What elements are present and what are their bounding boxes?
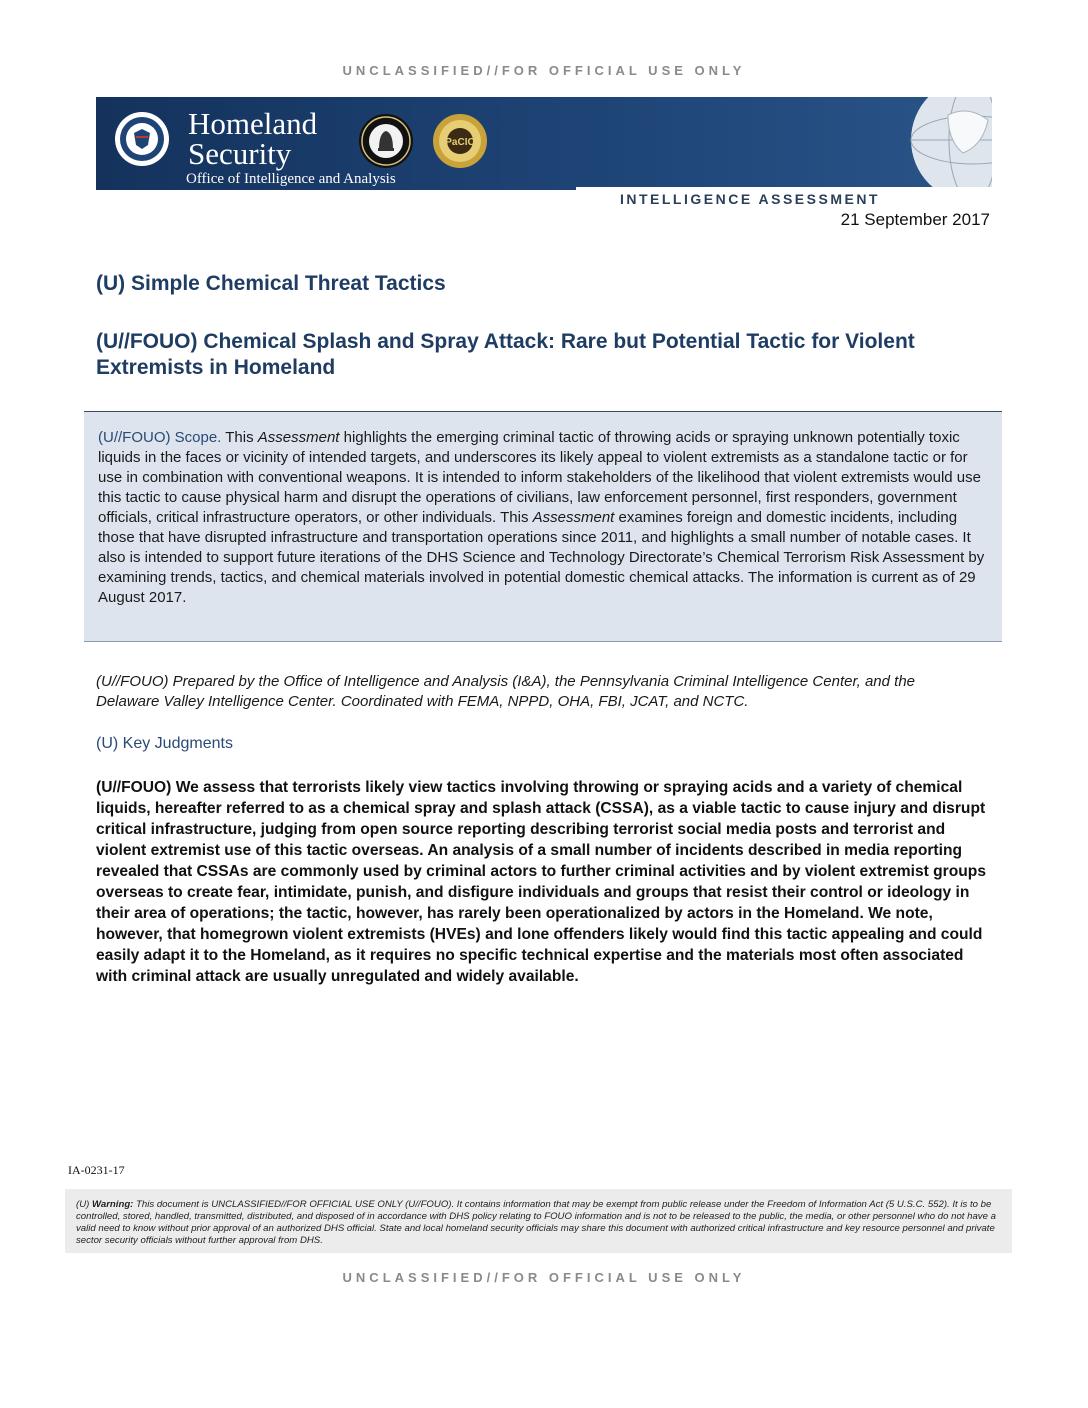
document-number: IA-0231-17 <box>68 1163 125 1177</box>
report-title: (U) Simple Chemical Threat Tactics <box>96 272 446 295</box>
scope-paragraph: (U//FOUO) Scope. This Assessment highlights the emerging criminal tactic of throwing acids or spraying unknown potentially toxic liquids in the faces or vicinity of intended targets, and underscores its likely appeal to violent extremists as a standalone tactic or for use in combination with conventional weapons. It is intended to inform stakeholders of the likelihood that violent extremists would use this tactic to cause physical harm and disrupt the operations of civilians, law enforcement personnel, first responders, government officials, critical infrastructure operators, or other individuals. This Assessment examines foreign and domestic incidents, including those that have disrupted infrastructure and transportation operations since 2011, and highlights a small number of notable cases. It also is intended to support future iterations of the DHS Science and Technology Directorate’s Chemical Terrorism Risk Assessment by examining trends, tactics, and chemical materials involved in potential domestic chemical attacks. The information is current as of 29 August 2017. <box>98 429 985 606</box>
liberty-bell-seal-icon <box>358 113 414 169</box>
header-banner <box>96 97 992 210</box>
pacic-seal-icon <box>432 113 488 169</box>
classification-marking-bottom: UNCLASSIFIED//FOR OFFICIAL USE ONLY <box>342 1270 746 1285</box>
key-judgments-heading: (U) Key Judgments <box>96 735 233 752</box>
classification-marking-top: UNCLASSIFIED//FOR OFFICIAL USE ONLY <box>342 63 746 78</box>
key-judgments-paragraph: (U//FOUO) We assess that terrorists likely view tactics involving throwing or spraying acids and a variety of chemical liquids, hereafter referred to as a chemical spray and splash attack (CSSA), as a viable tactic to cause injury and disrupt critical infrastructure, judging from open source reporting describing terrorist social media posts and terrorist and violent extremist use of this tactic overseas. An analysis of a small number of incidents described in media reporting revealed that CSSAs are commonly used by criminal actors to further criminal activities and by violent extremist groups overseas to create fear, intimidate, punish, and disfigure individuals and groups that resist their control or ideology in their area of operations; the tactic, however, has rarely been operationalized by actors in the Homeland. We note, however, that homegrown violent extremists (HVEs) and lone offenders likely would find this tactic appealing and could easily adapt it to the Homeland, as it requires no specific technical expertise and the materials most often associated with criminal attack are usually unregulated and widely available. <box>96 779 986 985</box>
product-type-label: INTELLIGENCE ASSESSMENT <box>619 191 880 207</box>
warning-label: Warning: <box>91 1199 134 1210</box>
warning-notice: (U) Warning: This document is UNCLASSIFIED//FOR OFFICIAL USE ONLY (U//FOUO). It contains information that may be exempt from public release under the Freedom of Information Act (5 U.S.C. 552). It is to be controlled, stored, handled, transmitted, distributed, and disposed of in accordance with DHS policy relating to FOUO information and is not to be released to the public, the media, or other personnel who do not have a valid need to know without prior approval of an authorized DHS official. State and local homeland security officials may share this document with authorized critical infrastructure and key resource personnel and private sector security officials without further approval from DHS. <box>76 1199 996 1246</box>
office-name: Office of Intelligence and Analysis <box>186 171 396 187</box>
homeland-security-wordmark: Homeland Security <box>188 106 318 171</box>
prepared-by-note: (U//FOUO) Prepared by the Office of Intelligence and Analysis (I&A), the Pennsylvania Criminal Intelligence Center, and the Delaware Valley Intelligence Center. Coordinated with FEMA, NPPD, OHA, FBI, JCAT, and NCTC. <box>96 673 916 710</box>
report-subtitle: (U//FOUO) Chemical Splash and Spray Attack: Rare but Potential Tactic for Violent Extremists in Homeland <box>96 330 915 379</box>
dhs-seal-icon <box>114 111 170 167</box>
scope-lead: (U//FOUO) Scope. <box>98 429 222 446</box>
svg-text:PaCIC: PaCIC <box>445 137 475 148</box>
publication-date: 21 September 2017 <box>840 210 990 229</box>
